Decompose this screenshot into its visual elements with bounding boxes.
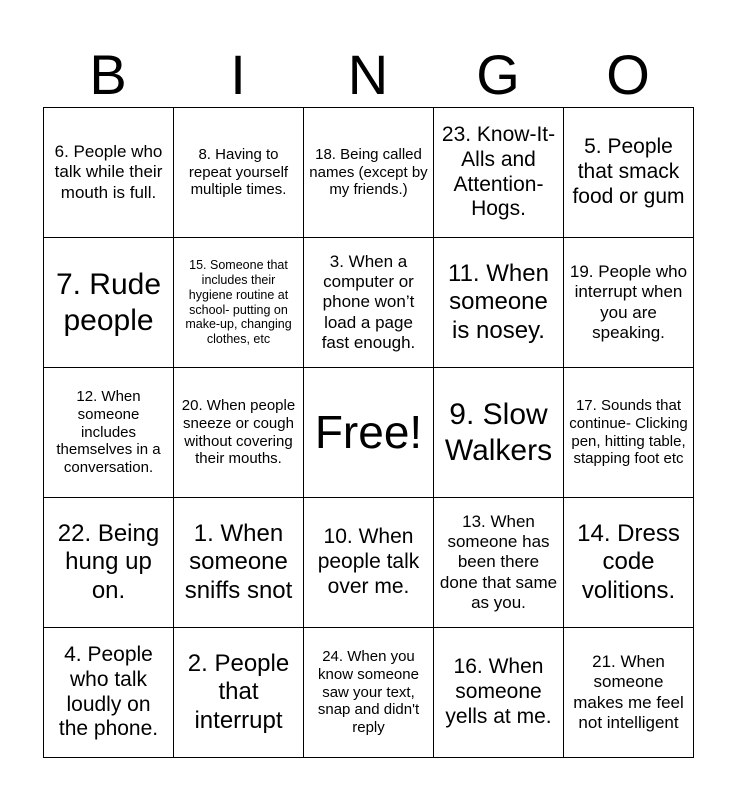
bingo-cell: 10. When people talk over me. <box>304 498 434 628</box>
bingo-cell: 5. People that smack food or gum <box>564 108 694 238</box>
bingo-row-5 <box>44 628 694 758</box>
bingo-cell: 7. Rude people <box>44 238 174 368</box>
bingo-cell: 15. Someone that includes their hygiene routine at school- putting on make-up, changing clothes, etc <box>174 238 304 368</box>
bingo-row-1 <box>44 108 694 238</box>
bingo-cell: 16. When someone yells at me. <box>434 628 564 758</box>
bingo-cell: 6. People who talk while their mouth is full. <box>44 108 174 238</box>
header-letter-b: B <box>89 43 127 106</box>
bingo-cell: 11. When someone is nosey. <box>434 238 564 368</box>
header-letter-i: I <box>230 43 246 106</box>
header-letter-n: N <box>347 43 389 106</box>
bingo-cell: 3. When a computer or phone won’t load a page fast enough. <box>304 238 434 368</box>
bingo-cell: 20. When people sneeze or cough without covering their mouths. <box>174 368 304 498</box>
bingo-cell: 13. When someone has been there done that same as you. <box>434 498 564 628</box>
bingo-card <box>43 107 694 758</box>
bingo-cell: 14. Dress code volitions. <box>564 498 694 628</box>
header-letter-o: O <box>606 43 650 106</box>
bingo-cell: 23. Know-It-Alls and Attention-Hogs. <box>434 108 564 238</box>
header-letter-g: G <box>476 43 520 106</box>
bingo-row-2 <box>44 238 694 368</box>
bingo-cell: 1. When someone sniffs snot <box>174 498 304 628</box>
bingo-cell: 24. When you know someone saw your text, snap and didn't reply <box>304 628 434 758</box>
bingo-cell: 4. People who talk loudly on the phone. <box>44 628 174 758</box>
bingo-cell: 19. People who interrupt when you are speaking. <box>564 238 694 368</box>
bingo-cell: 22. Being hung up on. <box>44 498 174 628</box>
bingo-row-4 <box>44 498 694 628</box>
bingo-header <box>43 44 693 106</box>
bingo-cell: 2. People that interrupt <box>174 628 304 758</box>
bingo-cell: 21. When someone makes me feel not intelligent <box>564 628 694 758</box>
bingo-cell: 17. Sounds that continue- Clicking pen, hitting table, stapping foot etc <box>564 368 694 498</box>
bingo-cell: 9. Slow Walkers <box>434 368 564 498</box>
bingo-cell: 18. Being called names (except by my friends.) <box>304 108 434 238</box>
free-space-cell: Free! <box>304 368 434 498</box>
bingo-cell: 12. When someone includes themselves in a conversation. <box>44 368 174 498</box>
bingo-cell: 8. Having to repeat yourself multiple times. <box>174 108 304 238</box>
bingo-row-3 <box>44 368 694 498</box>
